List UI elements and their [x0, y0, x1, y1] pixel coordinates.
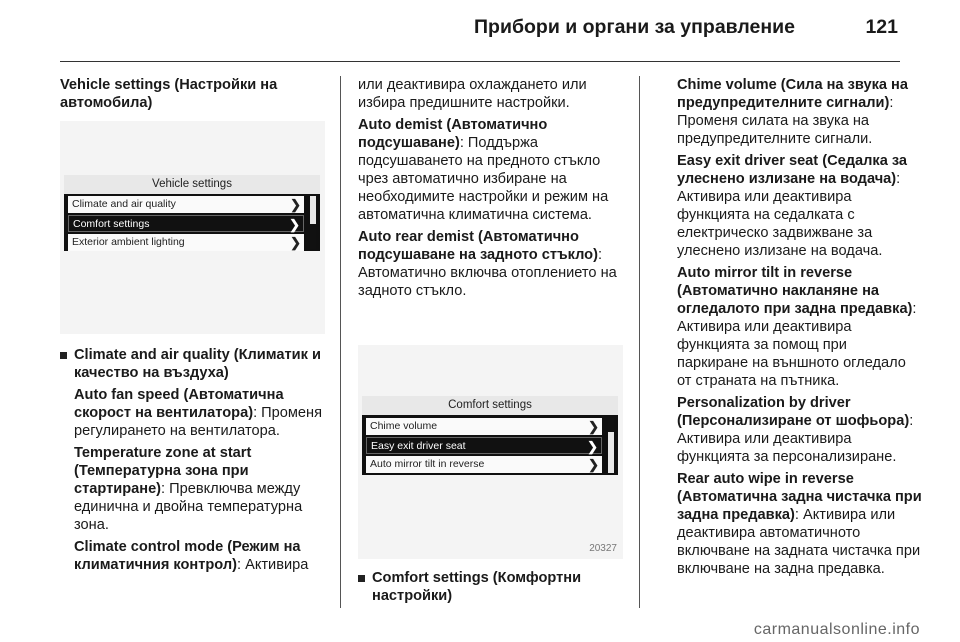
- watermark: carmanualsonline.info: [753, 621, 920, 638]
- bullet-comfort: Comfort settings (Комфортни настройки): [358, 569, 623, 605]
- entry: [677, 264, 922, 390]
- menu-item-comfort[interactable]: [68, 215, 304, 232]
- menu-item-label: Comfort settings: [73, 218, 150, 230]
- vehicle-settings-figure: [60, 121, 325, 334]
- entry: [677, 152, 922, 260]
- entry: [60, 444, 325, 534]
- entry-term: Personalization by driver (Персонализиране от шофьора): [677, 395, 910, 429]
- menu-item-label: Easy exit driver seat: [371, 440, 466, 452]
- entry-desc: : Активира или деактивира функцията за персонализиране.: [677, 413, 914, 465]
- chevron-right-icon: ❯: [289, 217, 300, 232]
- entry-term: Auto fan speed (Автоматична скорост на вентилатора): [74, 387, 284, 421]
- column-2-body: [358, 569, 623, 609]
- column-divider: [639, 76, 640, 608]
- column-3: [677, 76, 922, 582]
- header-divider: [60, 61, 900, 62]
- entry-term: Temperature zone at start (Температурна зона при стартиране): [74, 445, 252, 497]
- section-heading: Vehicle settings (Настройки на автомобила): [60, 77, 278, 111]
- column-divider: [340, 76, 341, 608]
- chevron-right-icon: ❯: [588, 419, 599, 434]
- menu-item-exterior-lighting[interactable]: [68, 234, 304, 251]
- entry-term: Auto demist (Автоматично подсушаване): [358, 117, 548, 151]
- entry-desc: : Активира или деактивира автоматичното включване на задната чистачка при включване на задна предавка.: [677, 507, 921, 577]
- entry-desc: : Автоматично включва отоплението на задното стъкло.: [358, 247, 617, 299]
- entry: [60, 538, 325, 574]
- chevron-right-icon: ❯: [587, 439, 598, 454]
- entry: [358, 228, 623, 300]
- entry-desc: : Променя регулирането на вентилатора.: [74, 405, 323, 439]
- scrollbar[interactable]: [608, 418, 614, 473]
- entry-term: Auto rear demist (Автоматично подсушаване на задното стъкло): [358, 229, 598, 263]
- page-number: 121: [865, 16, 898, 38]
- page-header: [60, 0, 900, 62]
- scrollbar-thumb[interactable]: [608, 418, 614, 432]
- scrollbar-thumb[interactable]: [310, 224, 316, 249]
- screen-title: Comfort settings: [362, 396, 618, 415]
- column-2: [358, 76, 623, 304]
- entry-term: Climate control mode (Режим на климатичния контрол): [74, 539, 301, 573]
- continued-text: или деактивира охлаждането или избира предишните настройки.: [358, 77, 587, 111]
- vehicle-settings-screen: [64, 175, 320, 251]
- page-title: Прибори и органи за управление: [474, 16, 795, 38]
- comfort-settings-screen: [362, 396, 618, 475]
- menu-item-label: Climate and air quality: [72, 198, 176, 210]
- entry: [358, 116, 623, 224]
- entry-desc: : Активира или деактивира функцията за помощ при паркиране на външното огледало от страната на пътника.: [677, 301, 917, 389]
- scrollbar[interactable]: [310, 196, 316, 249]
- menu-item-label: Exterior ambient lighting: [72, 236, 185, 248]
- comfort-settings-figure: [358, 345, 623, 559]
- chevron-right-icon: ❯: [290, 197, 301, 212]
- column-1-body: [60, 346, 325, 578]
- entry: [60, 386, 325, 440]
- entry-desc: : Превключва между единична и двойна температурна зона.: [74, 481, 303, 533]
- chevron-right-icon: ❯: [290, 235, 301, 250]
- column-1: [60, 76, 325, 116]
- menu-item-label: Chime volume: [370, 420, 438, 432]
- entry-desc: : Активира или деактивира функцията на седалката с електрическо задвижване за улеснено излизане на водача.: [677, 171, 901, 259]
- entry-desc: : Променя силата на звука на предупредителните сигнали.: [677, 95, 894, 147]
- entry: [677, 470, 922, 578]
- entry-term: Chime volume (Сила на звука на предупредителните сигнали): [677, 77, 908, 111]
- entry-term: Auto mirror tilt in reverse (Автоматично накланяне на огледалото при задна предавка): [677, 265, 913, 317]
- screen-title: Vehicle settings: [64, 175, 320, 194]
- chevron-right-icon: ❯: [588, 457, 599, 472]
- entry-term: Easy exit driver seat (Седалка за улеснено излизане на водача): [677, 153, 908, 187]
- figure-number: 20327: [589, 543, 617, 554]
- menu-item-label: Auto mirror tilt in reverse: [370, 458, 485, 470]
- menu-item-climate[interactable]: [68, 196, 304, 213]
- menu-item-easy-exit[interactable]: [366, 437, 602, 454]
- entry: [677, 76, 922, 148]
- entry-desc: : Активира: [236, 557, 309, 573]
- entry-term: Rear auto wipe in reverse (Автоматична задна чистачка при задна предавка): [677, 471, 922, 523]
- menu-item-mirror-tilt[interactable]: [366, 456, 602, 473]
- entry: [677, 394, 922, 466]
- menu-item-chime-volume[interactable]: [366, 418, 602, 435]
- entry-desc: : Поддържа подсушаването на предното стъкло чрез автоматично избиране на необходимите настройки и режим на автоматична климатична система.: [358, 135, 609, 223]
- bullet-climate: Climate and air quality (Климатик и качество на въздуха): [60, 346, 325, 382]
